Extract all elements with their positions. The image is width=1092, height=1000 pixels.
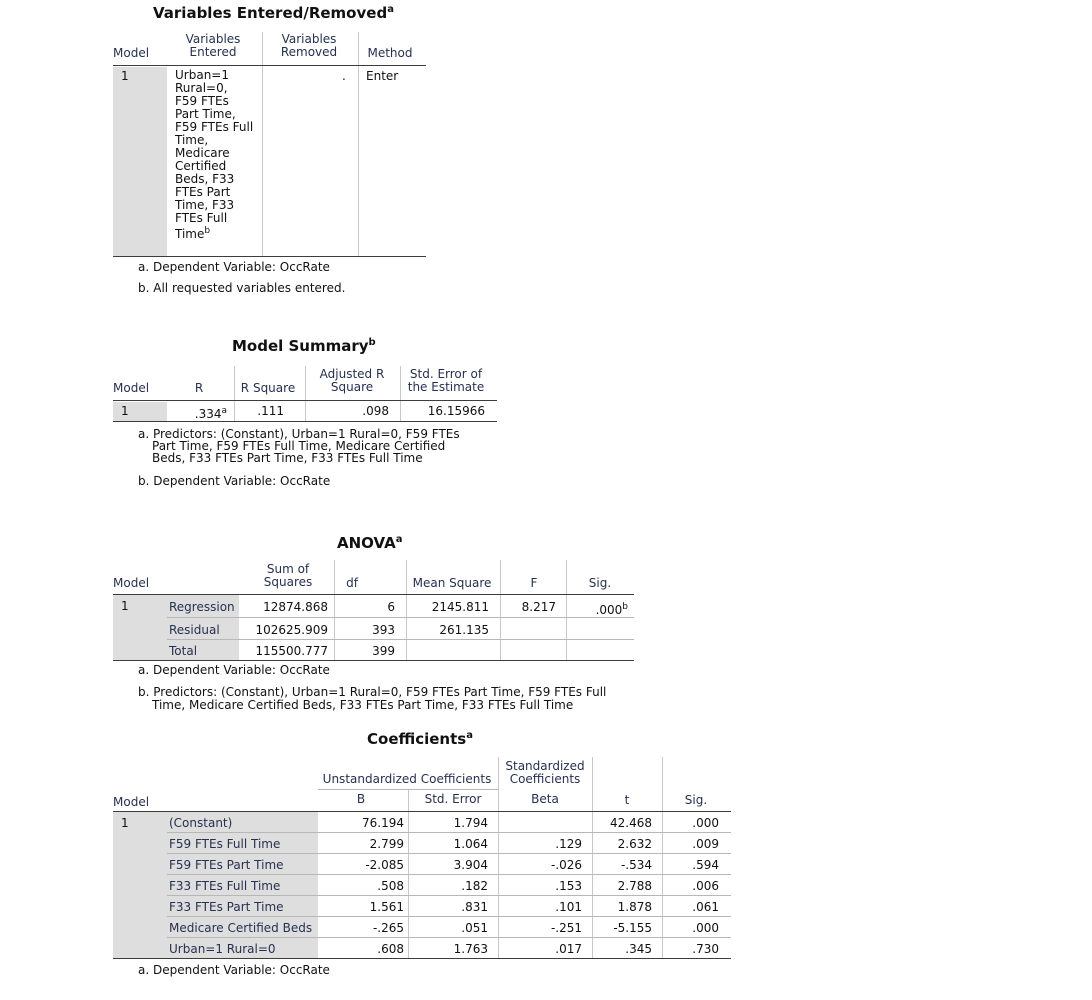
header-model: Model [113, 46, 150, 60]
std-error-value: 1.794 [453, 816, 488, 830]
header-std-error: Std. Error of the Estimate [407, 367, 485, 394]
row-rule [167, 874, 731, 875]
row-label: Medicare Certified Beds [169, 921, 313, 935]
header-rule [113, 400, 497, 401]
mean-square: 261.135 [439, 623, 489, 637]
sig-value: .000 [692, 921, 719, 935]
header-sig: Sig. [588, 576, 612, 590]
footnote: a. Dependent Variable: OccRate [138, 663, 330, 677]
sum-of-squares: 115500.777 [255, 644, 328, 658]
header-r: R [194, 381, 204, 395]
adjusted-r-square-value: .098 [362, 404, 389, 418]
model-number: 1 [121, 404, 129, 418]
std-error-value: .831 [461, 900, 488, 914]
model-summary-title: Model Summary$^b$ [232, 337, 376, 355]
beta-value: .017 [555, 942, 582, 956]
f-value: 8.217 [521, 600, 556, 614]
row-label: F59 FTEs Part Time [169, 858, 284, 872]
model-number: 1 [121, 599, 129, 613]
model-column-shade [113, 812, 167, 959]
std-error-value: 16.15966 [427, 404, 485, 418]
footnote: a. Predictors: (Constant), Urban=1 Rural=0, F59 FTEs [138, 427, 460, 441]
r-square-value: .111 [257, 404, 284, 418]
variables-entered-title: Variables Entered/Removed$^a$ [153, 4, 394, 22]
row-label: Urban=1 Rural=0 [169, 942, 276, 956]
header-t: t [624, 793, 630, 807]
t-value: -.534 [620, 858, 652, 872]
beta-value: -.026 [550, 858, 582, 872]
header-model: Model [113, 795, 150, 809]
footnote: b. Dependent Variable: OccRate [138, 474, 331, 488]
coefficients-title: Coefficients$^a$ [367, 730, 473, 748]
mean-square: 2145.811 [431, 600, 489, 614]
header-std-error: Std. Error [424, 792, 482, 806]
beta-value: .101 [555, 900, 582, 914]
std-error-value: 3.904 [453, 858, 488, 872]
header-b: B [356, 792, 366, 806]
row-label: F33 FTEs Full Time [169, 879, 281, 893]
sig-value: .730 [692, 942, 719, 956]
header-model: Model [113, 576, 150, 590]
std-error-value: .051 [461, 921, 488, 935]
row-label: Regression [169, 600, 235, 614]
footnote: b. Predictors: (Constant), Urban=1 Rural=0, F59 FTEs Part Time, F59 FTEs Full [138, 685, 607, 699]
row-rule [167, 916, 731, 917]
row-rule [167, 895, 731, 896]
df: 6 [387, 600, 395, 614]
t-value: -5.155 [613, 921, 652, 935]
variables-entered-cell: Urban=1 Rural=0, F59 FTEs Part Time, F59 FTEs Full Time, Medicare Certified Beds, F33 FTEs Part Time, F33 FTEs Full Time$^b$ [175, 68, 254, 241]
t-value: .345 [625, 942, 652, 956]
header-mean-square: Mean Square [412, 576, 492, 590]
anova-title: ANOVA$^a$ [337, 534, 403, 552]
b-value: .608 [377, 942, 404, 956]
sig-value: .061 [692, 900, 719, 914]
b-value: .508 [377, 879, 404, 893]
row-rule [167, 853, 731, 854]
header-f: F [530, 576, 538, 590]
t-value: 2.632 [617, 837, 652, 851]
b-value: 2.799 [369, 837, 404, 851]
header-rule [113, 65, 426, 66]
header-sum-of-squares: Sum of Squares [263, 562, 313, 589]
b-value: -2.085 [365, 858, 404, 872]
row-label: (Constant) [169, 816, 233, 830]
header-variables-entered: Variables Entered [185, 32, 241, 59]
r-value: .334$^a$ [194, 406, 227, 421]
row-rule [167, 617, 634, 618]
row-rule [167, 832, 731, 833]
header-rule [113, 811, 731, 812]
table-bottom-rule [113, 660, 634, 661]
std-error-value: 1.064 [453, 837, 488, 851]
header-adjusted-r-square: Adjusted R Square [319, 367, 385, 394]
std-error-value: .182 [461, 879, 488, 893]
model-column-shade [113, 67, 167, 256]
footnote: Beds, F33 FTEs Part Time, F33 FTEs Full Time [152, 451, 423, 465]
row-label: F59 FTEs Full Time [169, 837, 281, 851]
sum-of-squares: 12874.868 [263, 600, 328, 614]
sig-value: .000$^b$ [595, 602, 628, 617]
beta-value: .153 [555, 879, 582, 893]
table-bottom-rule [113, 421, 497, 422]
model-number: 1 [121, 69, 129, 83]
table-bottom-rule [113, 256, 426, 257]
header-method: Method [367, 46, 413, 60]
header-beta: Beta [531, 792, 559, 806]
df: 393 [372, 623, 395, 637]
footnote: a. Dependent Variable: OccRate [138, 963, 330, 977]
header-unstandardized: Unstandardized Coefficients [322, 772, 492, 786]
sig-value: .006 [692, 879, 719, 893]
method-cell: Enter [366, 69, 399, 83]
model-number: 1 [121, 816, 129, 830]
footnote: Part Time, F59 FTEs Full Time, Medicare Certified [152, 439, 446, 453]
b-value: 76.194 [362, 816, 404, 830]
t-value: 2.788 [617, 879, 652, 893]
beta-value: -.251 [550, 921, 582, 935]
b-value: 1.561 [369, 900, 404, 914]
std-error-value: 1.763 [453, 942, 488, 956]
header-model: Model [113, 381, 150, 395]
row-rule [167, 937, 731, 938]
t-value: 42.468 [610, 816, 652, 830]
t-value: 1.878 [617, 900, 652, 914]
header-variables-removed: Variables Removed [280, 32, 338, 59]
header-df: df [346, 576, 358, 590]
sig-value: .009 [692, 837, 719, 851]
row-label: Residual [169, 623, 220, 637]
header-rule [113, 594, 634, 595]
row-label: F33 FTEs Part Time [169, 900, 284, 914]
row-label: Total [169, 644, 198, 658]
header-standardized: Standardized Coefficients [505, 759, 585, 786]
b-value: -.265 [372, 921, 404, 935]
sum-of-squares: 102625.909 [255, 623, 328, 637]
sig-value: .000 [692, 816, 719, 830]
footnote: b. All requested variables entered. [138, 281, 346, 295]
footnote: a. Dependent Variable: OccRate [138, 260, 330, 274]
header-r-square: R Square [240, 381, 296, 395]
footnote: Time, Medicare Certified Beds, F33 FTEs Part Time, F33 FTEs Full Time [152, 698, 574, 712]
df: 399 [372, 644, 395, 658]
row-rule [167, 639, 634, 640]
table-bottom-rule [113, 958, 731, 959]
sig-value: .594 [692, 858, 719, 872]
beta-value: .129 [555, 837, 582, 851]
header-sig: Sig. [684, 793, 708, 807]
variables-removed-cell: . [342, 69, 346, 83]
